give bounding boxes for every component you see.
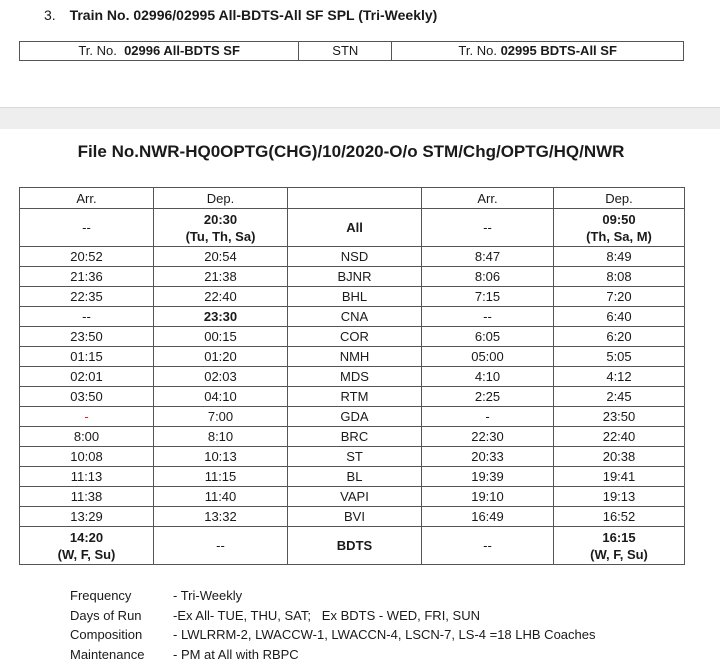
arr-up: 10:08 (20, 447, 154, 467)
dep-up: 10:13 (154, 447, 288, 467)
dep-down: 6:20 (554, 327, 685, 347)
note-maintenance (70, 645, 596, 665)
arr-up: 23:50 (20, 327, 154, 347)
dep-down: 23:50 (554, 407, 685, 427)
heading-number: 3. (44, 7, 56, 23)
dep-down: 6:40 (554, 307, 685, 327)
arr-up: 11:13 (20, 467, 154, 487)
dep-up: 11:40 (154, 487, 288, 507)
note-composition (70, 625, 596, 645)
note-label: Days of Run (70, 607, 142, 623)
arr-down: 19:39 (422, 467, 554, 487)
table-row (20, 367, 685, 387)
station: BRC (288, 427, 422, 447)
dep-up: 01:20 (154, 347, 288, 367)
dep-down: 8:08 (554, 267, 685, 287)
dep-down: 4:12 (554, 367, 685, 387)
dep-up: 23:30 (154, 307, 288, 327)
station: BL (288, 467, 422, 487)
dep-up: 22:40 (154, 287, 288, 307)
station: CNA (288, 307, 422, 327)
arr-down: 16:49 (422, 507, 554, 527)
note-days-of-run (70, 606, 596, 626)
dep-up: 21:38 (154, 267, 288, 287)
dep-up-time: 20:30 (203, 211, 238, 227)
dep-up: 02:03 (154, 367, 288, 387)
arr-down: - (422, 407, 554, 427)
arr-down: 6:05 (422, 327, 554, 347)
arr-up: -- (20, 209, 154, 247)
table-row (20, 447, 685, 467)
arr-down: 22:30 (422, 427, 554, 447)
table-row (20, 387, 685, 407)
dep-up: 11:15 (154, 467, 288, 487)
header-dep-up: Dep. (154, 188, 288, 209)
station: MDS (288, 367, 422, 387)
dep-down-time: 09:50 (602, 211, 636, 227)
arr-up: 20:52 (20, 247, 154, 267)
file-number: File No.NWR-HQ0OPTG(CHG)/10/2020-O/o STM/Chg/OPTG/HQ/NWR (77, 142, 625, 161)
dep-down: 19:41 (554, 467, 685, 487)
table-row (20, 467, 685, 487)
arr-up: 21:36 (20, 267, 154, 287)
dep-down: 22:40 (554, 427, 685, 447)
station: NSD (288, 247, 422, 267)
dep-up (154, 209, 288, 247)
station: VAPI (288, 487, 422, 507)
dep-down: 19:13 (554, 487, 685, 507)
arr-down: 8:47 (422, 247, 554, 267)
arr-down: 05:00 (422, 347, 554, 367)
dep-down: 5:05 (554, 347, 685, 367)
arr-down: -- (422, 527, 554, 565)
station: COR (288, 327, 422, 347)
dep-down: 8:49 (554, 247, 685, 267)
dep-up: 00:15 (154, 327, 288, 347)
header-dep-down: Dep. (554, 188, 685, 209)
arr-up: 22:35 (20, 287, 154, 307)
dep-up: 04:10 (154, 387, 288, 407)
arr-up: 11:38 (20, 487, 154, 507)
table-row-origin (20, 209, 685, 247)
arr-down: 20:33 (422, 447, 554, 467)
dep-down: 16:52 (554, 507, 685, 527)
schedule-table (19, 187, 685, 565)
dep-up-days: (Tu, Th, Sa) (185, 228, 256, 244)
note-value: -Ex All- TUE, THU, SAT; Ex BDTS - WED, FRI, SUN (173, 607, 480, 623)
arr-up-time: 14:20 (69, 529, 104, 545)
stn-header-cell: STN (299, 42, 392, 61)
down-train-name: 02995 BDTS-All SF (500, 43, 617, 58)
header-station (288, 188, 422, 209)
dep-down: 2:45 (554, 387, 685, 407)
header-arr-up: Arr. (20, 188, 154, 209)
note-label: Maintenance (70, 646, 145, 662)
dep-down (554, 527, 685, 565)
arr-up: - (20, 407, 154, 427)
train-heading (44, 6, 437, 24)
arr-down: -- (422, 209, 554, 247)
dep-down (554, 209, 685, 247)
schedule-header-row (20, 188, 685, 209)
table-row (20, 327, 685, 347)
note-value: - Tri-Weekly (173, 588, 243, 603)
table-row (20, 247, 685, 267)
up-train-cell (20, 42, 299, 61)
train-notes (70, 586, 596, 664)
table-row (20, 507, 685, 527)
station: GDA (288, 407, 422, 427)
dep-down: 7:20 (554, 287, 685, 307)
note-frequency (70, 586, 596, 606)
arr-up: 8:00 (20, 427, 154, 447)
arr-up: -- (20, 307, 154, 327)
station: BJNR (288, 267, 422, 287)
arr-up: 13:29 (20, 507, 154, 527)
heading-title: Train No. 02996/02995 All-BDTS-All SF SPL (Tri-Weekly) (69, 7, 438, 23)
down-train-cell (392, 42, 684, 61)
station: RTM (288, 387, 422, 407)
table-row (20, 307, 685, 327)
station: All (288, 209, 422, 247)
arr-down: 19:10 (422, 487, 554, 507)
dep-up: 7:00 (154, 407, 288, 427)
dep-up: 13:32 (154, 507, 288, 527)
dep-down-time: 16:15 (602, 529, 636, 545)
table-row (20, 347, 685, 367)
note-label: Frequency (70, 588, 132, 603)
arr-down: 8:06 (422, 267, 554, 287)
arr-down: 2:25 (422, 387, 554, 407)
station: BVI (288, 507, 422, 527)
dep-down-days: (W, F, Su) (590, 546, 648, 562)
station: ST (288, 447, 422, 467)
table-row-terminus (20, 527, 685, 565)
up-train-prefix: Tr. No. (78, 43, 117, 58)
arr-up (20, 527, 154, 565)
dep-down: 20:38 (554, 447, 685, 467)
arr-down: 7:15 (422, 287, 554, 307)
header-arr-down: Arr. (422, 188, 554, 209)
table-row (20, 427, 685, 447)
dep-down-days: (Th, Sa, M) (586, 228, 652, 244)
arr-up-days: (W, F, Su) (57, 546, 116, 562)
station: BHL (288, 287, 422, 307)
table-row (20, 287, 685, 307)
up-train-name: 02996 All-BDTS SF (124, 43, 240, 58)
table-row (20, 487, 685, 507)
page-separator (0, 107, 720, 129)
note-value: - PM at All with RBPC (173, 646, 299, 662)
dep-up: 20:54 (154, 247, 288, 267)
note-value: - LWLRRM-2, LWACCW-1, LWACCN-4, LSCN-7, LS-4 =18 LHB Coaches (173, 627, 596, 642)
station: BDTS (288, 527, 422, 565)
station: NMH (288, 347, 422, 367)
table-row (20, 407, 685, 427)
table-row (20, 267, 685, 287)
dep-up: -- (154, 527, 288, 565)
arr-up: 03:50 (20, 387, 154, 407)
train-number-header-table (19, 41, 684, 61)
arr-down: -- (422, 307, 554, 327)
dep-up: 8:10 (154, 427, 288, 447)
arr-up: 01:15 (20, 347, 154, 367)
arr-up: 02:01 (20, 367, 154, 387)
note-label: Composition (70, 627, 143, 642)
arr-down: 4:10 (422, 367, 554, 387)
down-train-prefix: Tr. No. (458, 43, 497, 58)
